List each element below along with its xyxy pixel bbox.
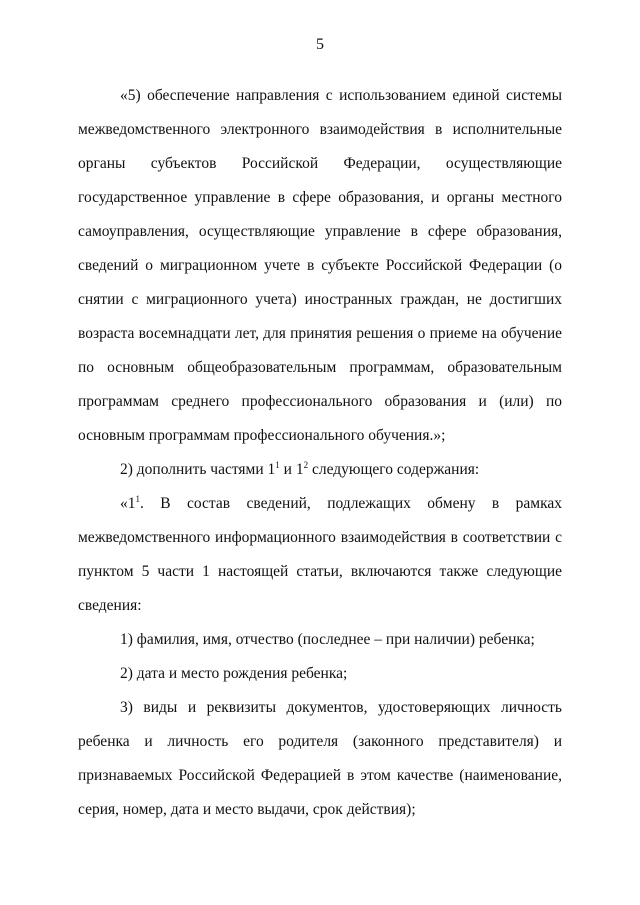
paragraph-amendment-2 [78, 453, 562, 487]
paragraph-part-1-1 [78, 487, 562, 623]
part-superscript: 1 [135, 494, 140, 504]
part-text-end: . В состав сведений, подлежащих обмену в рамках межведомственного информационного взаимодействия в соответствии с пунктом 5 части 1 настоящей статьи, включаются также следующие сведения: [78, 495, 562, 614]
page-number: 5 [316, 36, 324, 53]
superscript-2: 2 [303, 460, 309, 470]
paragraph-item-5: «5) обеспечение направления с использованием единой системы межведомственного электронного взаимодействия в исполнительные органы субъектов Российской Федерации, осуществляющие государственное управление в сфере образования, и органы местного самоуправления, осуществляющие управление в сфере образования, сведений о миграционном учете в субъекте Российской Федерации (о снятии с миграционного учета) иностранных граждан, не достигших возраста восемнадцати лет, для принятия решения о приеме на обучение по основным общеобразовательным программам, образовательным программам среднего профессионального образования и (или) по основным программам профессионального обучения.»; [78, 87, 562, 444]
document-body [78, 79, 562, 827]
amendment-text-start: 2) дополнить частями 1 [120, 461, 276, 478]
amendment-text-mid: и 1 [279, 461, 304, 478]
list-item-3: 3) виды и реквизиты документов, удостоверяющих личность ребенка и личность его родителя (законного представителя) и признаваемых Российской Федерацией в этом качестве (наименование, серия, номер, дата и место выдачи, срок действия); [78, 699, 562, 818]
part-text-start: «1 [120, 495, 136, 512]
list-item-1: 1) фамилия, имя, отчество (последнее – при наличии) ребенка; [120, 631, 535, 648]
list-item-2: 2) дата и место рождения ребенка; [120, 665, 348, 682]
amendment-text-end: следующего содержания: [308, 461, 480, 478]
superscript-1: 1 [275, 460, 280, 470]
